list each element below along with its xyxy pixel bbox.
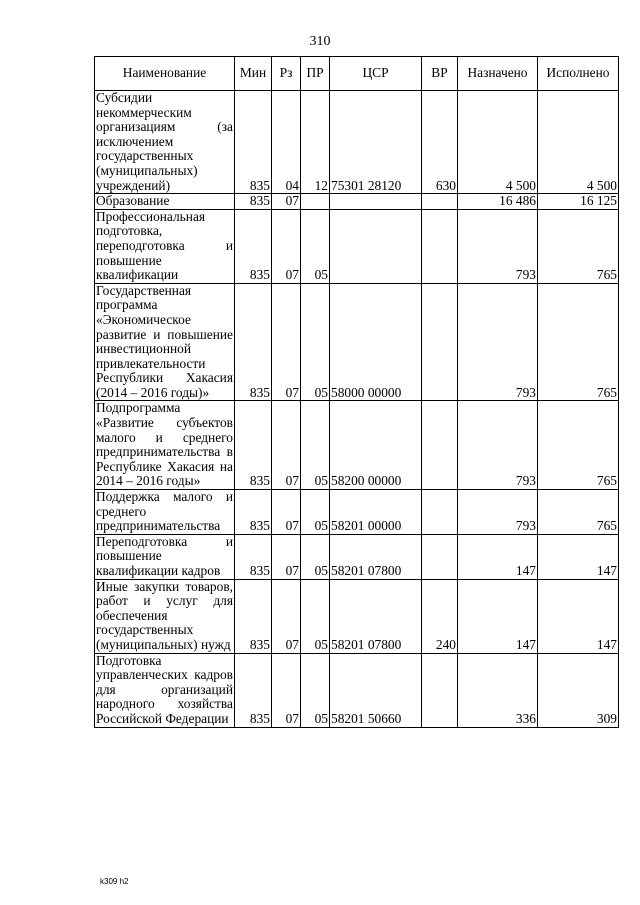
table-row <box>95 579 619 653</box>
row-name: Переподготовка и повышение квалификации кадров <box>96 533 233 578</box>
row-assigned: 793 <box>458 209 538 283</box>
row-pr: 12 <box>301 91 330 194</box>
row-min: 835 <box>235 579 272 653</box>
row-pr <box>301 194 330 210</box>
row-vr: 630 <box>422 91 458 194</box>
table-row <box>95 91 619 194</box>
table-row <box>95 194 619 210</box>
row-pr: 05 <box>301 283 330 401</box>
row-rz: 07 <box>272 534 301 579</box>
row-assigned: 793 <box>458 283 538 401</box>
row-csr: 58201 00000 <box>330 490 422 535</box>
row-csr: 58200 00000 <box>330 401 422 490</box>
row-executed: 309 <box>538 653 619 727</box>
row-name: Поддержка малого и среднего предпринимательства <box>96 489 233 534</box>
table-header-row <box>95 57 619 91</box>
row-assigned: 793 <box>458 490 538 535</box>
row-min: 835 <box>235 194 272 210</box>
row-rz: 07 <box>272 401 301 490</box>
header-pr: ПР <box>301 57 330 91</box>
header-csr: ЦСР <box>330 57 422 91</box>
row-executed: 765 <box>538 283 619 401</box>
row-csr: 58201 07800 <box>330 579 422 653</box>
row-executed: 765 <box>538 209 619 283</box>
table-row <box>95 490 619 535</box>
row-executed: 147 <box>538 534 619 579</box>
row-assigned: 4 500 <box>458 91 538 194</box>
row-csr <box>330 209 422 283</box>
row-name: Подготовка управленческих кадров для организаций народного хозяйства Российской Федерации <box>96 652 233 726</box>
row-pr: 05 <box>301 653 330 727</box>
row-rz: 07 <box>272 579 301 653</box>
row-name: Профессиональная подготовка, переподготовка и повышение квалификации <box>96 208 233 283</box>
table-row <box>95 534 619 579</box>
row-min: 835 <box>235 490 272 535</box>
row-name: Подпрограмма «Развитие субъектов малого и среднего предпринимательства в Республике Хакасия на 2014 – 2016 годы» <box>96 400 233 489</box>
row-name: Государственная программа «Экономическое развитие и повышение инвестиционной привлекательности Республики Хакасия (2014 – 2016 годы)» <box>96 282 233 400</box>
row-name: Образование <box>95 194 235 210</box>
row-pr: 05 <box>301 209 330 283</box>
table-row <box>95 401 619 490</box>
row-min: 835 <box>235 283 272 401</box>
row-vr <box>422 209 458 283</box>
header-executed: Исполнено <box>538 57 619 91</box>
row-pr: 05 <box>301 490 330 535</box>
row-min: 835 <box>235 534 272 579</box>
table-row <box>95 653 619 727</box>
row-name: Иные закупки товаров, работ и услуг для обеспечения государственных (муниципальных) нужд <box>96 578 233 652</box>
header-rz: Рз <box>272 57 301 91</box>
row-executed: 147 <box>538 579 619 653</box>
row-executed: 765 <box>538 490 619 535</box>
row-csr: 58201 50660 <box>330 653 422 727</box>
row-vr <box>422 194 458 210</box>
row-executed: 765 <box>538 401 619 490</box>
header-assigned: Назначено <box>458 57 538 91</box>
row-executed: 16 125 <box>538 194 619 210</box>
row-vr: 240 <box>422 579 458 653</box>
row-rz: 07 <box>272 490 301 535</box>
page-number: 310 <box>309 34 331 49</box>
row-min: 835 <box>235 653 272 727</box>
budget-table <box>94 56 619 728</box>
row-vr <box>422 534 458 579</box>
row-min: 835 <box>235 401 272 490</box>
row-rz: 07 <box>272 209 301 283</box>
row-min: 835 <box>235 209 272 283</box>
row-assigned: 336 <box>458 653 538 727</box>
row-assigned: 16 486 <box>458 194 538 210</box>
row-assigned: 147 <box>458 534 538 579</box>
row-csr <box>330 194 422 210</box>
table-row <box>95 209 619 283</box>
row-vr <box>422 490 458 535</box>
table-row <box>95 283 619 401</box>
row-pr: 05 <box>301 534 330 579</box>
row-rz: 07 <box>272 653 301 727</box>
row-vr <box>422 283 458 401</box>
row-rz: 07 <box>272 194 301 210</box>
row-csr: 58000 00000 <box>330 283 422 401</box>
row-name: Субсидии некоммерческим организациям (за исключением государственных (муниципальных) учреждений) <box>96 90 233 193</box>
header-vr: ВР <box>422 57 458 91</box>
row-pr: 05 <box>301 579 330 653</box>
header-min: Мин <box>235 57 272 91</box>
row-vr <box>422 401 458 490</box>
row-assigned: 793 <box>458 401 538 490</box>
row-rz: 07 <box>272 283 301 401</box>
row-csr: 58201 07800 <box>330 534 422 579</box>
row-pr: 05 <box>301 401 330 490</box>
row-min: 835 <box>235 91 272 194</box>
row-assigned: 147 <box>458 579 538 653</box>
row-csr: 75301 28120 <box>330 91 422 194</box>
footer-code: k309 h2 <box>100 877 129 886</box>
header-name: Наименование <box>95 57 235 91</box>
row-rz: 04 <box>272 91 301 194</box>
row-executed: 4 500 <box>538 91 619 194</box>
row-vr <box>422 653 458 727</box>
